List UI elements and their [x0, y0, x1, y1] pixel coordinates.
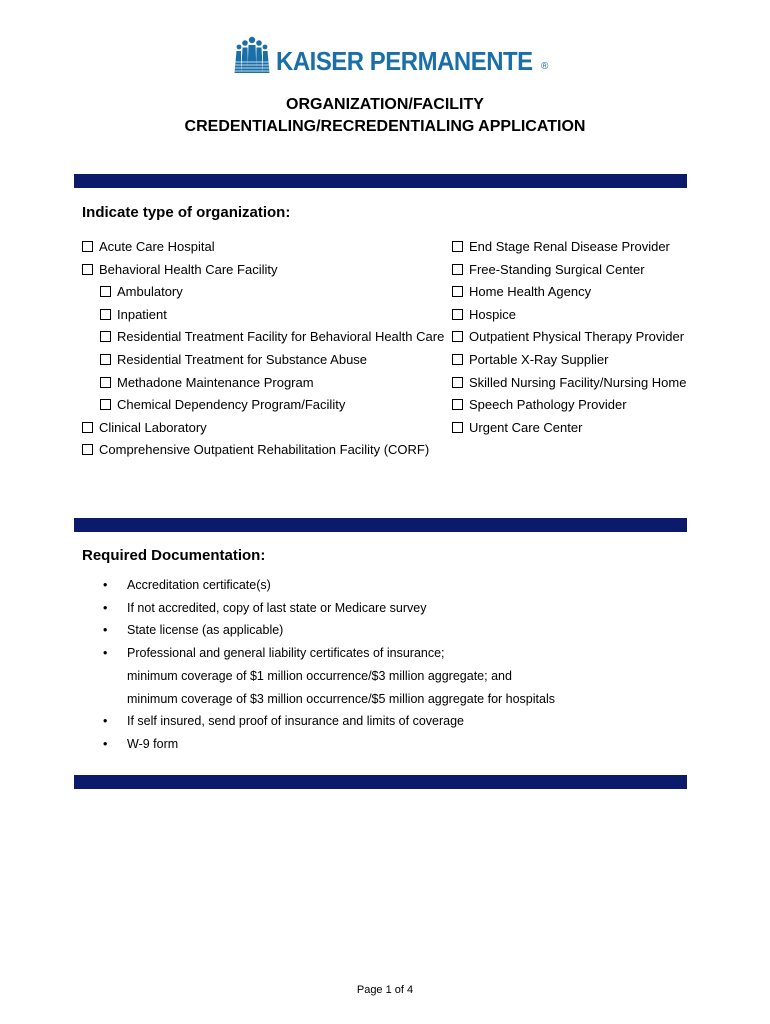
- checkbox[interactable]: [82, 444, 93, 455]
- checkbox-label: Outpatient Physical Therapy Provider: [469, 329, 685, 345]
- checkbox-label: Urgent Care Center: [469, 419, 583, 435]
- checkbox-label: Comprehensive Outpatient Rehabilitation Facility (CORF): [99, 442, 430, 458]
- checkbox[interactable]: [82, 422, 93, 433]
- documentation-heading: Required Documentation:: [82, 547, 266, 564]
- section-divider-bar: [74, 518, 687, 532]
- checkbox-label: Residential Treatment for Substance Abuse: [117, 352, 368, 367]
- bullet-icon: •: [103, 646, 108, 661]
- checkbox[interactable]: [452, 377, 463, 388]
- checkbox-label: Speech Pathology Provider: [469, 397, 627, 413]
- documentation-item-text: minimum coverage of $3 million occurrence/$5 million aggregate for hospitals: [127, 691, 555, 706]
- org-type-option[interactable]: [100, 397, 345, 412]
- checkbox-label: Acute Care Hospital: [99, 239, 215, 254]
- org-type-option[interactable]: [452, 397, 627, 412]
- logo-wordmark: KAISER PERMANENTE: [276, 46, 533, 76]
- documentation-item-text: W-9 form: [127, 736, 179, 751]
- checkbox-label: Home Health Agency: [469, 284, 592, 300]
- checkbox[interactable]: [100, 354, 111, 365]
- checkbox-label: Residential Treatment Facility for Behavioral Health Care: [117, 329, 445, 345]
- documentation-item-text: Accreditation certificate(s): [127, 578, 271, 592]
- checkbox[interactable]: [452, 309, 463, 320]
- checkbox[interactable]: [82, 264, 93, 275]
- org-type-option[interactable]: [452, 239, 670, 254]
- checkbox[interactable]: [452, 399, 463, 410]
- checkbox-label: Skilled Nursing Facility/Nursing Home: [469, 374, 687, 390]
- documentation-item-text: Professional and general liability certificates of insurance;: [127, 646, 445, 661]
- kaiser-permanente-logo: [234, 34, 554, 74]
- checkbox[interactable]: [100, 286, 111, 297]
- org-type-option[interactable]: [82, 420, 207, 435]
- checkbox-label: Behavioral Health Care Facility: [99, 261, 278, 277]
- checkbox[interactable]: [452, 331, 463, 342]
- checkbox[interactable]: [100, 309, 111, 320]
- checkbox[interactable]: [82, 241, 93, 252]
- checkbox-label: Hospice: [469, 306, 516, 322]
- org-type-option[interactable]: [452, 284, 591, 299]
- org-type-option[interactable]: [100, 329, 444, 344]
- checkbox[interactable]: [452, 241, 463, 252]
- org-type-option[interactable]: [82, 262, 277, 277]
- org-type-option[interactable]: [82, 442, 429, 457]
- registered-mark: ®: [540, 61, 549, 72]
- org-type-option[interactable]: [452, 329, 684, 344]
- org-type-option[interactable]: [82, 239, 215, 254]
- bullet-icon: •: [103, 578, 108, 592]
- org-type-option[interactable]: [452, 375, 686, 390]
- documentation-item-text: State license (as applicable): [127, 623, 284, 638]
- documentation-item-text: minimum coverage of $1 million occurrence/$3 million aggregate; and: [127, 668, 512, 683]
- checkbox-label: Chemical Dependency Program/Facility: [117, 397, 346, 413]
- checkbox[interactable]: [100, 331, 111, 342]
- documentation-item-text: If self insured, send proof of insurance and limits of coverage: [127, 714, 464, 729]
- checkbox[interactable]: [452, 354, 463, 365]
- org-type-option[interactable]: [100, 307, 167, 322]
- org-type-option[interactable]: [452, 420, 582, 435]
- org-type-option[interactable]: [452, 352, 608, 367]
- checkbox-label: Clinical Laboratory: [99, 419, 207, 435]
- org-type-option[interactable]: [100, 352, 367, 367]
- checkbox[interactable]: [100, 377, 111, 388]
- checkbox-label: Inpatient: [117, 306, 167, 322]
- documentation-item-text: If not accredited, copy of last state or Medicare survey: [127, 600, 427, 615]
- bullet-icon: •: [103, 623, 108, 638]
- document-title-line-2: CREDENTIALING/RECREDENTIALING APPLICATION: [184, 118, 586, 135]
- org-type-option[interactable]: [100, 375, 314, 390]
- checkbox-label: Free-Standing Surgical Center: [469, 261, 645, 277]
- bullet-icon: •: [103, 736, 108, 751]
- section-divider-bar: [74, 775, 687, 789]
- checkbox[interactable]: [452, 286, 463, 297]
- checkbox[interactable]: [452, 264, 463, 275]
- bullet-icon: •: [103, 600, 108, 615]
- org-type-option[interactable]: [452, 262, 645, 277]
- section-divider-bar: [74, 174, 687, 188]
- checkbox-label: Ambulatory: [117, 284, 183, 300]
- org-type-option[interactable]: [100, 284, 183, 299]
- checkbox[interactable]: [452, 422, 463, 433]
- checkbox-label: Portable X-Ray Supplier: [469, 352, 609, 367]
- checkbox-label: Methadone Maintenance Program: [117, 374, 314, 390]
- bullet-icon: •: [103, 714, 108, 729]
- checkbox[interactable]: [100, 399, 111, 410]
- checkbox-label: End Stage Renal Disease Provider: [469, 239, 670, 254]
- org-type-option[interactable]: [452, 307, 516, 322]
- document-title-line-1: ORGANIZATION/FACILITY: [286, 96, 484, 113]
- page-number: Page 1 of 4: [356, 984, 414, 996]
- kaiser-figures-icon: [234, 36, 270, 74]
- org-type-heading: Indicate type of organization:: [82, 204, 291, 221]
